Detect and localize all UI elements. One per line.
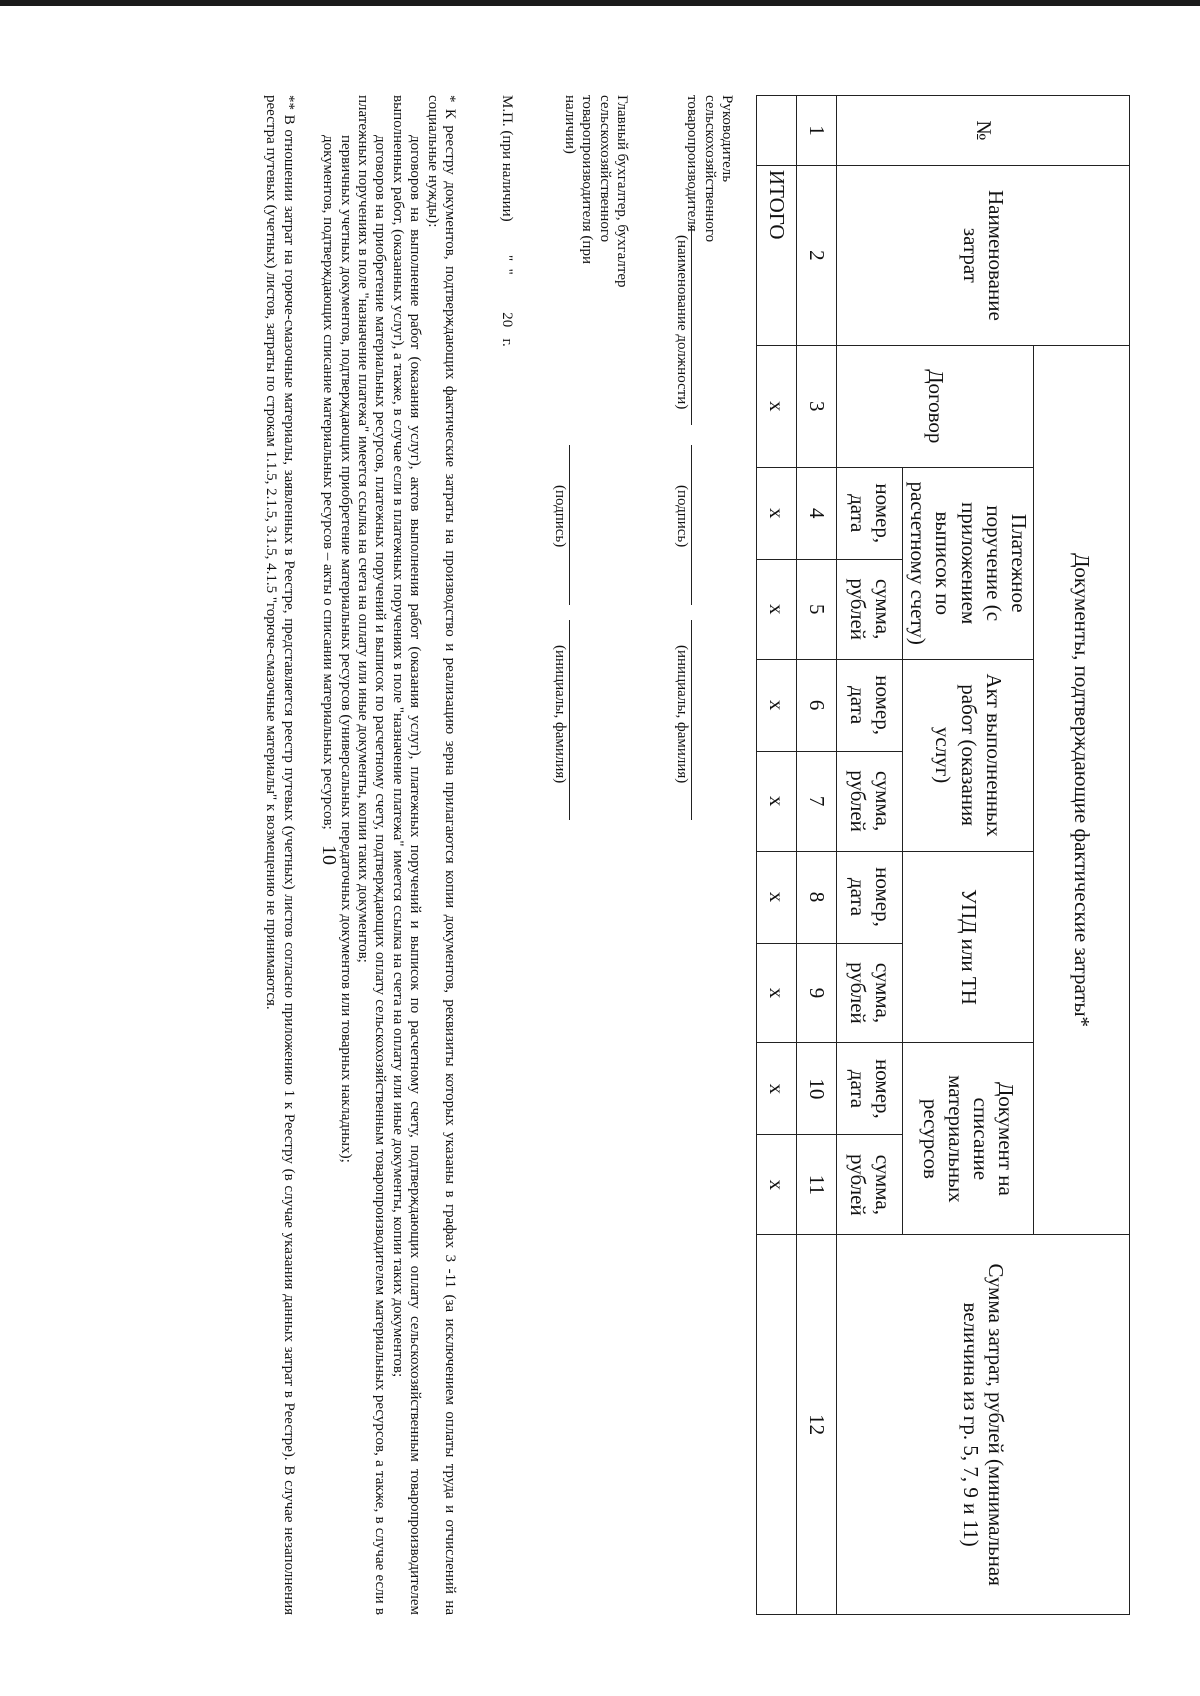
name-line xyxy=(691,620,692,820)
sub-payment-sum: сумма, рублей xyxy=(837,559,903,659)
footnote-item-services: договоров на выполнение работ (оказания услуг), актов выполнения работ (оказания услуг), платежных поручений и выписок по расчетному счету, подтверждающих оплату сельскохозяйственным товаропроизводителем выполненных работ, (оказанных услуг), а также, в случае если в платежных поручениях в поле "назначение платежа" имеется ссылка на счета на оплату или иные документы, копии таких документов; xyxy=(389,95,424,1615)
accountant-signature-line xyxy=(569,445,570,605)
total-cell: х xyxy=(757,559,797,659)
col-number: 8 xyxy=(797,851,837,943)
header-payment-order: Платежное поручение (с приложением выписок по расчетному счету) xyxy=(903,467,1034,659)
col-number: 10 xyxy=(797,1043,837,1135)
header-no: № xyxy=(837,96,1130,166)
accountant-signature-caption: (подпись) xyxy=(552,485,568,548)
rotated-page xyxy=(30,75,1130,1635)
header-documents-group: Документы, подтверждающие фактические затраты* xyxy=(1034,345,1130,1234)
col-number: 4 xyxy=(797,467,837,559)
total-cell: х xyxy=(757,943,797,1043)
sub-upd-num: номер, дата xyxy=(837,851,903,943)
footnote-item-materials: договоров на приобретение материальных ресурсов, платежных поручений и выписок по расчетному счету, подтверждающих оплату сельскохозяйственным товаропроизводителем материальных ресурсов, а также, в случае если в платежных поручениях в поле "назначение платежа" имеется ссылка на счета на оплату или иные документы, копии таких документов; xyxy=(355,95,389,1615)
sub-act-num: номер, дата xyxy=(837,659,903,751)
accountant-name-line xyxy=(569,620,570,820)
total-cell: х xyxy=(757,467,797,559)
total-sum xyxy=(757,1235,797,1615)
total-cell: х xyxy=(757,345,797,467)
total-cell: х xyxy=(757,851,797,943)
sub-payment-num: номер, дата xyxy=(837,467,903,559)
accountant-label: Главный бухгалтер, бухгалтер сельскохозяйственного товаропроизводителя (при наличии) xyxy=(562,95,630,288)
sub-writeoff-sum: сумма, рублей xyxy=(837,1135,903,1235)
footnote-item-writeoff: документов, подтверждающих списание материальных ресурсов – акты о списании материальных ресурсов; xyxy=(320,135,337,830)
footnotes xyxy=(262,95,458,1615)
header-sum: Сумма затрат, рублей (минимальная величина из гр. 5, 7, 9 и 11) xyxy=(837,1235,1130,1615)
table-row-column-numbers xyxy=(797,96,837,1615)
signature-caption: (подпись) xyxy=(674,485,690,548)
accountant-name-caption: (инициалы, фамилия) xyxy=(552,645,568,784)
total-cell: х xyxy=(757,751,797,851)
total-label: ИТОГО xyxy=(757,165,797,345)
total-cell: х xyxy=(757,1043,797,1135)
position-line xyxy=(691,225,692,425)
page-number: 10 xyxy=(318,845,340,865)
head-label: Руководитель сельскохозяйственного товаропроизводителя xyxy=(684,95,735,243)
footnote-1: * К реестру документов, подтверждающих фактические затраты на производство и реализацию зерна прилагаются копии документов, реквизиты которых указаны в графах 3 -11 (за исключением оплаты труда и отчислений на социальные нужды): xyxy=(424,95,458,1615)
date-field: " " 20 г. xyxy=(499,255,515,347)
col-number: 9 xyxy=(797,943,837,1043)
col-number: 2 xyxy=(797,165,837,345)
scan-top-edge xyxy=(0,0,1200,6)
col-number: 6 xyxy=(797,659,837,751)
table-row-total xyxy=(757,96,797,1615)
sub-act-sum: сумма, рублей xyxy=(837,751,903,851)
signature-line xyxy=(691,445,692,605)
header-writeoff: Документ на списание материальных ресурсов xyxy=(903,1043,1034,1235)
header-act: Акт выполненных работ (оказания услуг) xyxy=(903,659,1034,851)
costs-table xyxy=(756,95,1130,1615)
header-cost-name: Наименование затрат xyxy=(837,165,1130,345)
name-caption: (инициалы, фамилия) xyxy=(674,645,690,784)
col-number: 7 xyxy=(797,751,837,851)
header-upd: УПД или ТН xyxy=(903,851,1034,1043)
col-number: 5 xyxy=(797,559,837,659)
sub-writeoff-num: номер, дата xyxy=(837,1043,903,1135)
footnote-2: ** В отношении затрат на горюче-смазочные материалы, заявленных в Реестре, представляется реестр путевых (учетных) листов согласно приложению 1 к Реестру (в случае указания данных затрат в Реестре). В случае незаполнения реестра путевых (учетных) листов, затраты по строкам 1.1.5, 2.1.5, 3.1.5, 4.1.5 "горюче-смазочные материалы" к возмещению не принимаются. xyxy=(263,95,297,1615)
sub-upd-sum: сумма, рублей xyxy=(837,943,903,1043)
total-no xyxy=(757,96,797,166)
col-number: 1 xyxy=(797,96,837,166)
position-caption: (наименование должности) xyxy=(674,235,690,410)
footnote-item-primary-docs: первичных учетных документов, подтверждающих приобретение материальных ресурсов (универсальных передаточных документов или товарных накладных); xyxy=(337,135,354,1163)
col-number: 12 xyxy=(797,1235,837,1615)
total-cell: х xyxy=(757,659,797,751)
col-number: 3 xyxy=(797,345,837,467)
total-cell: х xyxy=(757,1135,797,1235)
stamp-label: М.П. (при наличии) xyxy=(499,95,515,222)
col-number: 11 xyxy=(797,1135,837,1235)
header-contract: Договор xyxy=(837,345,1034,467)
